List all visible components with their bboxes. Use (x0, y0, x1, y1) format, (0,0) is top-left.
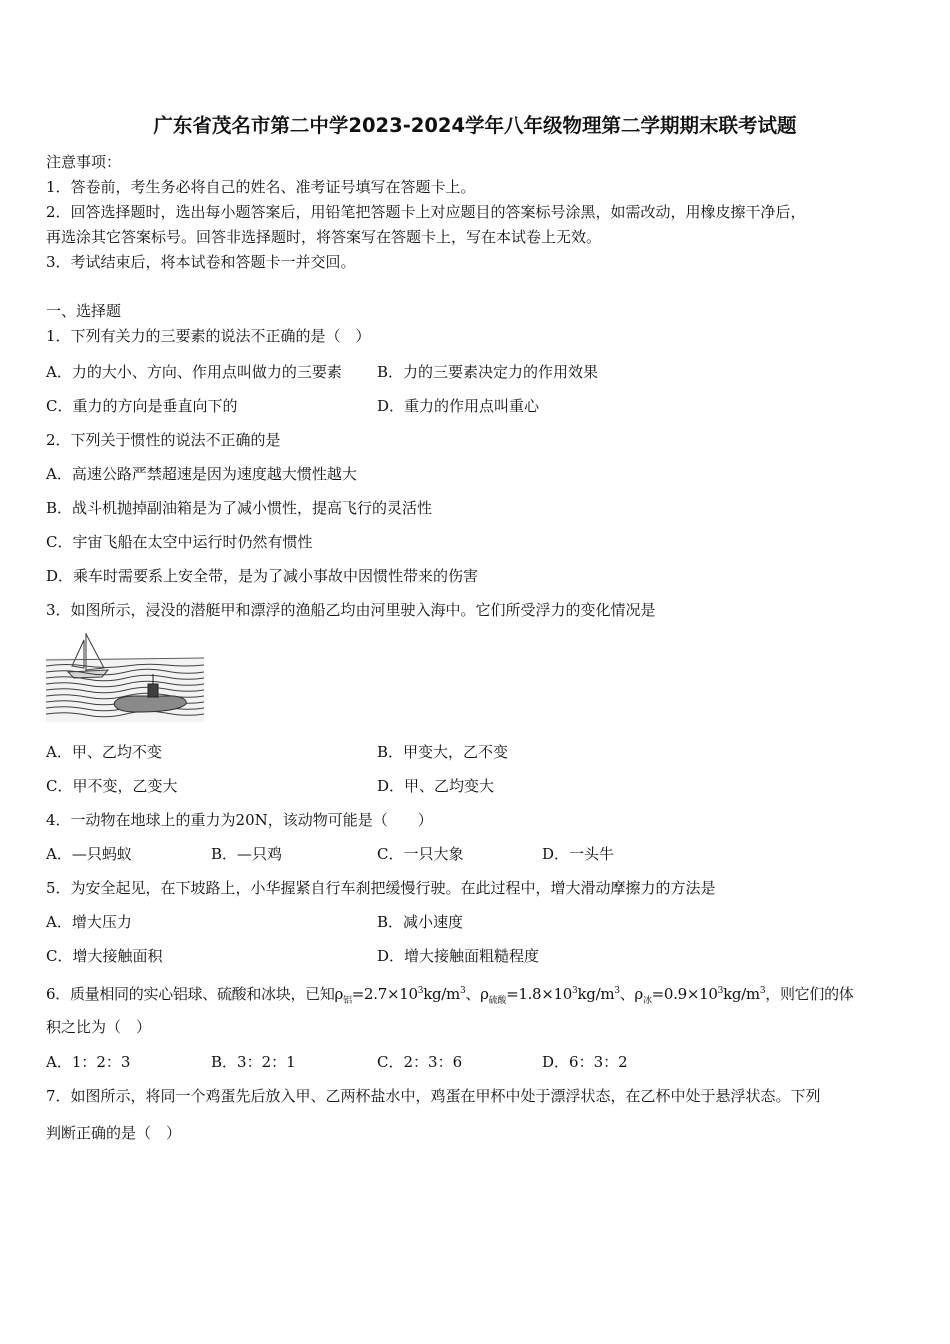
unit-ice: kg/m (723, 985, 760, 1003)
note-item-3: 3．考试结束后，将本试卷和答题卡一并交回。 (46, 253, 356, 271)
density-sulfuric-acid: =1.8×10 (506, 985, 573, 1003)
unit-exp-ice: 3 (759, 986, 766, 996)
exp-sulfuric-acid: 3 (572, 986, 578, 996)
question-2-stem: 2．下列关于惯性的说法不正确的是 (46, 431, 281, 449)
rho-symbol: ρ (334, 985, 344, 1003)
q2-option-b: B．战斗机抛掉副油箱是为了减小惯性，提高飞行的灵活性 (46, 499, 433, 517)
separator-2: 、 (619, 985, 635, 1003)
q4-option-a: A．—只蚂蚁 (46, 845, 132, 863)
exp-aluminum: 3 (417, 986, 424, 996)
sub-sulfuric-acid: 硫酸 (488, 996, 507, 1006)
q4-option-c: C．一只大象 (377, 845, 464, 863)
q4-option-d: D．一头牛 (542, 845, 615, 863)
note-item-1: 1．答卷前，考生务必将自己的姓名、准考证号填写在答题卡上。 (46, 178, 476, 196)
question-3-stem: 3．如图所示，浸没的潜艇甲和漂浮的渔船乙均由河里驶入海中。它们所受浮力的变化情况是 (46, 601, 656, 619)
submarine-boat-figure (46, 630, 204, 722)
unit-aluminum: kg/m (423, 985, 460, 1003)
note-item-2-cont: 再选涂其它答案标号。回答非选择题时，将答案写在答题卡上，写在本试卷上无效。 (46, 228, 602, 246)
unit-exp-aluminum: 3 (459, 986, 466, 996)
q3-option-c: C．甲不变，乙变大 (46, 777, 178, 795)
q1-option-c: C．重力的方向是垂直向下的 (46, 397, 238, 415)
q1-option-d: D．重力的作用点叫重心 (377, 397, 540, 415)
sub-ice: 冰 (642, 996, 652, 1006)
question-5-stem: 5．为安全起见，在下坡路上，小华握紧自行车刹把缓慢行驶。在此过程中，增大滑动摩擦力的方法是 (46, 879, 716, 897)
density-aluminum: =2.7×10 (351, 985, 418, 1003)
question-6-stem-cont: 积之比为（ ） (46, 1018, 152, 1036)
exam-title: 广东省茂名市第二中学2023-2024学年八年级物理第二学期期末联考试题 (153, 114, 797, 137)
q1-option-b: B．力的三要素决定力的作用效果 (377, 363, 599, 381)
q6-stem-suffix: ，则它们的体 (765, 985, 854, 1003)
section-heading: 一、选择题 (46, 302, 122, 320)
exp-ice: 3 (717, 986, 724, 996)
rho-symbol: ρ (634, 985, 643, 1003)
q3-option-b: B．甲变大，乙不变 (377, 743, 509, 761)
q6-option-b: B．3：2：1 (211, 1053, 296, 1071)
question-7-stem-cont: 判断正确的是（ ） (46, 1124, 182, 1142)
q3-option-a: A．甲、乙均不变 (46, 743, 162, 761)
q4-option-b: B．—只鸡 (211, 845, 283, 863)
separator-1: 、 (465, 985, 481, 1003)
rho-symbol: ρ (480, 985, 489, 1003)
unit-exp-sulfuric-acid: 3 (614, 986, 620, 996)
question-6-stem (46, 981, 853, 1011)
q5-option-d: D．增大接触面粗糙程度 (377, 947, 540, 965)
q2-option-d: D．乘车时需要系上安全带，是为了减小事故中因惯性带来的伤害 (46, 567, 479, 585)
q6-stem-prefix: 6．质量相同的实心铝球、硫酸和冰块，已知 (46, 985, 335, 1003)
unit-sulfuric-acid: kg/m (577, 985, 615, 1003)
note-item-2: 2．回答选择题时，选出每小题答案后，用铅笔把答题卡上对应题目的答案标号涂黑，如需改动，用橡皮擦干净后， (46, 203, 806, 221)
q5-option-b: B．减小速度 (377, 913, 464, 931)
q6-option-d: D．6：3：2 (542, 1053, 628, 1071)
q5-option-a: A．增大压力 (46, 913, 132, 931)
density-ice: =0.9×10 (651, 985, 718, 1003)
q6-option-a: A．1：2：3 (46, 1053, 131, 1071)
sub-aluminum: 铝 (343, 996, 352, 1006)
question-1-stem: 1．下列有关力的三要素的说法不正确的是（ ） (46, 327, 371, 345)
q2-option-a: A．高速公路严禁超速是因为速度越大惯性越大 (46, 465, 357, 483)
q1-option-a: A．力的大小、方向、作用点叫做力的三要素 (46, 363, 342, 381)
q6-option-c: C．2：3：6 (377, 1053, 463, 1071)
q5-option-c: C．增大接触面积 (46, 947, 163, 965)
q2-option-c: C．宇宙飞船在太空中运行时仍然有惯性 (46, 533, 313, 551)
question-4-stem: 4．一动物在地球上的重力为20N，该动物可能是（ ） (46, 811, 433, 829)
notes-heading: 注意事项： (46, 153, 122, 171)
question-7-stem: 7．如图所示，将同一个鸡蛋先后放入甲、乙两杯盐水中，鸡蛋在甲杯中处于漂浮状态，在乙杯中处于悬浮状态。下列 (46, 1087, 821, 1105)
q3-option-d: D．甲、乙均变大 (377, 777, 495, 795)
